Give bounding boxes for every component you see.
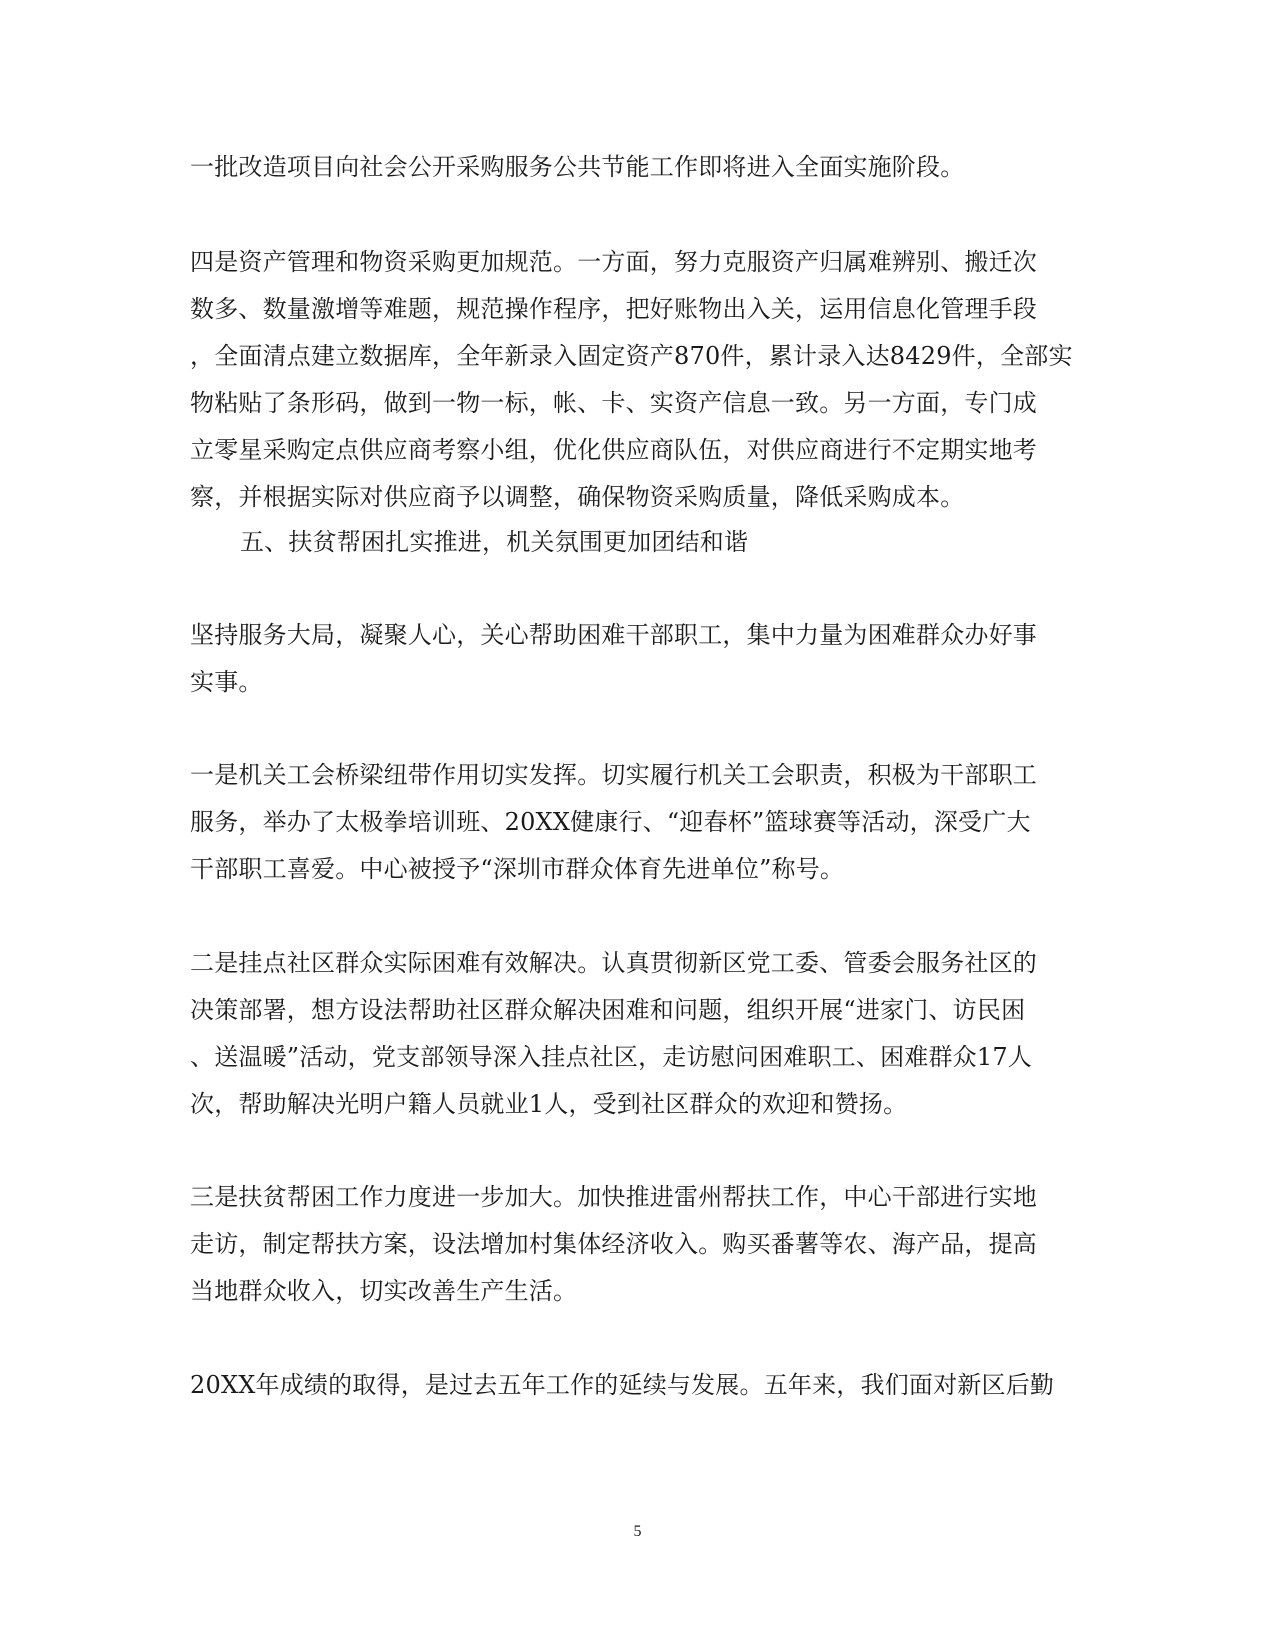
paragraph-4-line-1: 坚持服务大局，凝聚人心，关心帮助困难干部职工，集中力量为困难群众办好事 xyxy=(190,621,1037,649)
page-number: 5 xyxy=(633,1523,642,1540)
paragraph-2-line-3: ，全面清点建立数据库，全年新录入固定资产870件，累计录入达8429件，全部实 xyxy=(190,342,1073,370)
paragraph-7-line-3: 当地群众收入，切实改善生产生活。 xyxy=(190,1277,578,1305)
paragraph-1-line-1: 一批改造项目向社会公开采购服务公共节能工作即将进入全面实施阶段。 xyxy=(190,153,965,181)
paragraph-6-line-2: 决策部署，想方设法帮助社区群众解决困难和问题，组织开展“进家门、访民困 xyxy=(190,996,1026,1024)
paragraph-6-line-3: 、送温暖”活动，党支部领导深入挂点社区，走访慰问困难职工、困难群众17人 xyxy=(190,1043,1033,1071)
paragraph-7-line-1: 三是扶贫帮困工作力度进一步加大。加快推进雷州帮扶工作，中心干部进行实地 xyxy=(190,1183,1037,1211)
paragraph-2-line-2: 数多、数量激增等难题，规范操作程序，把好账物出入关，运用信息化管理手段 xyxy=(190,295,1037,323)
paragraph-6-line-4: 次，帮助解决光明户籍人员就业1人，受到社区群众的欢迎和赞扬。 xyxy=(190,1090,908,1118)
paragraph-2-line-6: 察，并根据实际对供应商予以调整，确保物资采购质量，降低采购成本。 xyxy=(190,483,965,511)
paragraph-4-line-2: 实事。 xyxy=(190,668,263,696)
paragraph-8-line-1: 20XX年成绩的取得，是过去五年工作的延续与发展。五年来，我们面对新区后勤 xyxy=(190,1371,1055,1399)
paragraph-2-line-5: 立零星采购定点供应商考察小组，优化供应商队伍，对供应商进行不定期实地考 xyxy=(190,436,1037,464)
paragraph-7-line-2: 走访，制定帮扶方案，设法增加村集体经济收入。购买番薯等农、海产品，提高 xyxy=(190,1230,1037,1258)
section-heading: 五、扶贫帮困扎实推进，机关氛围更加团结和谐 xyxy=(240,528,749,556)
paragraph-5-line-2: 服务，举办了太极拳培训班、20XX健康行、“迎春杯”篮球赛等活动，深受广大 xyxy=(190,808,1031,836)
paragraph-2-line-4: 物粘贴了条形码，做到一物一标，帐、卡、实资产信息一致。另一方面，专门成 xyxy=(190,389,1037,417)
paragraph-2-line-1: 四是资产管理和物资采购更加规范。一方面，努力克服资产归属难辨别、搬迁次 xyxy=(190,248,1037,276)
paragraph-5-line-1: 一是机关工会桥梁纽带作用切实发挥。切实履行机关工会职责，积极为干部职工 xyxy=(190,761,1037,789)
paragraph-5-line-3: 干部职工喜爱。中心被授予“深圳市群众体育先进单位”称号。 xyxy=(190,855,845,883)
paragraph-6-line-1: 二是挂点社区群众实际困难有效解决。认真贯彻新区党工委、管委会服务社区的 xyxy=(190,949,1037,977)
